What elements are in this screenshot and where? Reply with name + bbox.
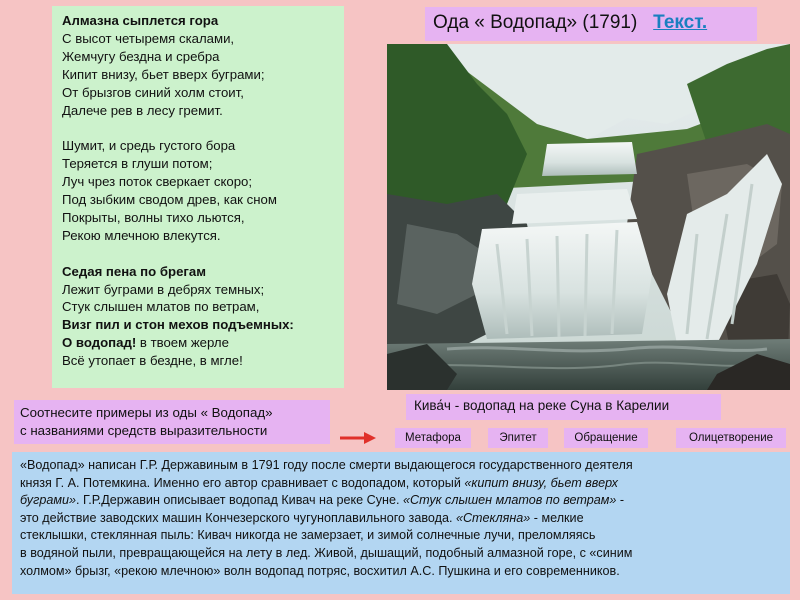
poem-line: Покрыты, волны тихо льются, [62, 209, 245, 225]
info-box [12, 452, 790, 594]
poem-stanza [62, 263, 334, 370]
info-text: это действие заводских машин Кончезерского чугуноплавильного завода. [20, 510, 456, 525]
poem-line: Шумит, и средь густого бора [62, 138, 236, 154]
info-text: князя Г. А. Потемкина. Именно его автор сравнивает с водопадом, который [20, 475, 465, 490]
right-arrow-icon [340, 431, 376, 445]
quote-text: буграми» [20, 493, 76, 508]
info-line [20, 510, 782, 528]
info-text: стеклышки, стеклянная пыль: Кивач никогда не замерзает, и зимой солнечные лучи, преломляясь [20, 528, 596, 543]
poem-line: Алмазна сыплется гора [62, 13, 219, 28]
poem-line: Всё утопает в бездне, в мгле! [62, 353, 243, 369]
poem-line [62, 334, 334, 352]
info-line [20, 475, 782, 493]
task-line: с названиями средств выразительности [20, 423, 268, 438]
quote-text: «Стук слышен млатов по ветрам» [403, 493, 617, 508]
poem-line: С высот четыремя скалами, [62, 30, 235, 46]
info-text: холмом» брызг, «рекою млечною» волн водопад потряс, восхитил А.С. Пушкина и его современников. [20, 563, 620, 578]
term-metaphor-button[interactable]: Метафора [395, 428, 471, 448]
poem-line: Седая пена по брегам [62, 263, 206, 279]
info-line [20, 492, 782, 510]
info-line [20, 545, 782, 563]
poem-stanza [62, 137, 334, 244]
term-epithet-button[interactable]: Эпитет [488, 428, 548, 448]
poem-line-rest: в твоем жерле [136, 335, 229, 351]
quote-text: «кипит внизу, бьет вверх [464, 475, 618, 490]
poem-line: Стук слышен млатов по ветрам, [62, 299, 260, 315]
waterfall-photo [387, 44, 790, 390]
task-box [14, 400, 330, 444]
poem-line: Теряется в глуши потом; [62, 156, 213, 172]
info-text: в водяной пыли, превращающейся на лету в лед. Живой, дышащий, подобный алмазной горе, с «синим [20, 545, 633, 560]
info-line [20, 457, 782, 475]
info-text: - [616, 493, 625, 508]
poem-line: Рекою млечною влекутся. [62, 227, 221, 243]
info-text: . Г.Р.Державин описывает водопад Кивач на реке Суне. [75, 493, 403, 508]
poem-text-box [52, 6, 344, 388]
info-text: «Водопад» написан Г.Р. Державиным в 1791 году после смерти выдающегося государственного деятеля [20, 458, 633, 472]
title-box [425, 7, 757, 41]
term-personification-button[interactable]: Олицетворение [676, 428, 786, 448]
poem-stanza [62, 12, 334, 119]
poem-line-bold: О водопад! [62, 335, 137, 351]
poem-line: Жемчугу бездна и сребра [62, 48, 220, 64]
text-link[interactable]: Текст. [653, 12, 708, 33]
poem-line: Лежит буграми в дебрях темных; [62, 281, 265, 297]
waterfall-image [387, 44, 790, 390]
poem-line: Далече рев в лесу гремит. [62, 102, 223, 118]
info-text: - мелкие [530, 510, 584, 525]
quote-text: «Стекляна» [455, 510, 531, 525]
poem-line: Луч чрез поток сверкает скоро; [62, 174, 253, 190]
poem-line: Под зыбким сводом древ, как сном [62, 192, 277, 208]
info-line [20, 563, 782, 581]
term-address-button[interactable]: Обращение [564, 428, 648, 448]
ode-title: Ода « Водопад» (1791) [433, 12, 638, 33]
poem-line: Кипит внизу, бьет вверх буграми; [62, 66, 265, 82]
info-line [20, 527, 782, 545]
photo-caption: Кива́ч - водопад на реке Суна в Карелии [406, 394, 721, 420]
task-line: Соотнесите примеры из оды « Водопад» [20, 405, 273, 420]
poem-line: От брызгов синий холм стоит, [62, 84, 244, 100]
poem-line: Визг пил и стон мехов подъемных: [62, 317, 294, 333]
